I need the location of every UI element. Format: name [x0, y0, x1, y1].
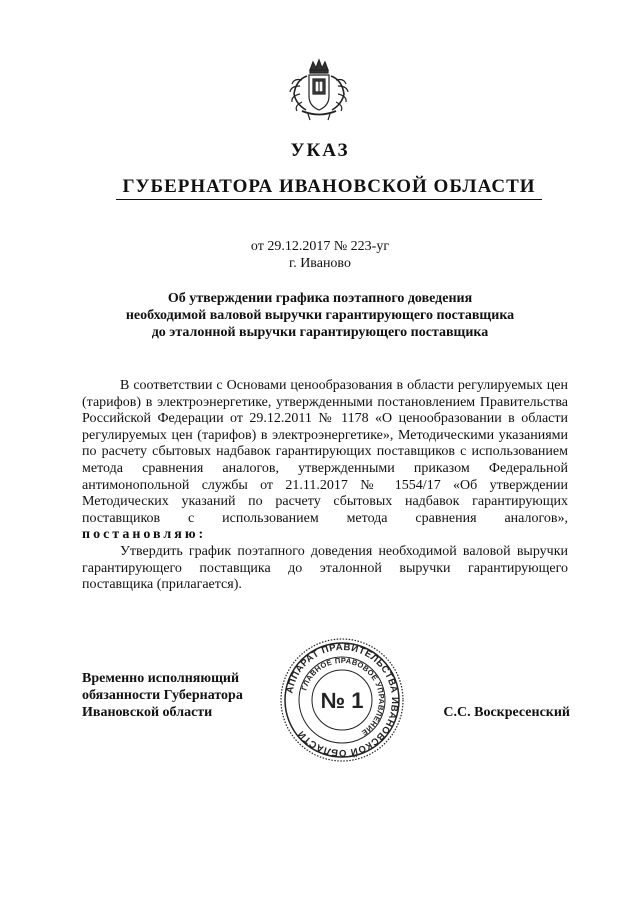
- decree-subtitle: ГУБЕРНАТОРА ИВАНОВСКОЙ ОБЛАСТИ: [116, 176, 542, 200]
- preamble-paragraph: [82, 378, 568, 544]
- decree-heading: [96, 290, 544, 341]
- operative-paragraph: Утвердить график поэтапного доведения необходимой валовой выручки гарантирующего поставщика до эталонной выручки гарантирующего поставщика (прилагается).: [82, 543, 568, 593]
- coat-of-arms-icon: [288, 56, 350, 122]
- decree-date-number: от 29.12.2017 № 223-уг: [250, 239, 390, 254]
- decree-body: [82, 378, 568, 594]
- preamble-text: В соответствии с Основами ценообразования в области регулируемых цен (тарифов) в электроэнергетике, утвержденными постановлением Правительства Российской Федерации от 29.12.2011 № 1178 «О ценообразовании в области регулируемых цен (тарифов) в электроэнергетике», Методическими указаниями по расчету сбытовых надбавок гарантирующих поставщиков с использованием метода сравнения аналогов, утвержденными приказом Федеральной антимонопольной службы от 21.11.2017 № 1554/17 «Об утверждении Методических указаний по расчету сбытовых надбавок гарантирующих поставщиков с использованием метода сравнения аналогов»,: [82, 378, 568, 526]
- seal-number: № 1: [320, 688, 364, 713]
- decree-city: г. Иваново: [289, 256, 351, 271]
- signatory-title-line: Временно исполняющий: [82, 671, 240, 686]
- decree-title: УКАЗ: [290, 140, 350, 161]
- signatory-title: [82, 670, 282, 721]
- heading-line: Об утверждении графика поэтапного доведения: [167, 291, 473, 306]
- signatory-title-line: обязанности Губернатора: [82, 688, 243, 703]
- seal-outer-text: АППАРАТ ПРАВИТЕЛЬСТВА ИВАНОВСКОЙ ОБЛАСТИ: [284, 641, 401, 759]
- decree-word: постановляю:: [82, 527, 207, 543]
- heading-line: необходимой валовой выручки гарантирующего поставщика: [125, 308, 515, 323]
- date-block: [0, 238, 640, 272]
- signatory-title-line: Ивановской области: [82, 705, 213, 720]
- signer-name: С.С. Воскресенский: [443, 705, 570, 720]
- official-seal-icon: [279, 637, 405, 763]
- heading-line: до эталонной выручки гарантирующего поставщика: [151, 325, 489, 340]
- seal-inner-text: ГЛАВНОЕ ПРАВОВОЕ УПРАВЛЕНИЕ: [299, 655, 387, 738]
